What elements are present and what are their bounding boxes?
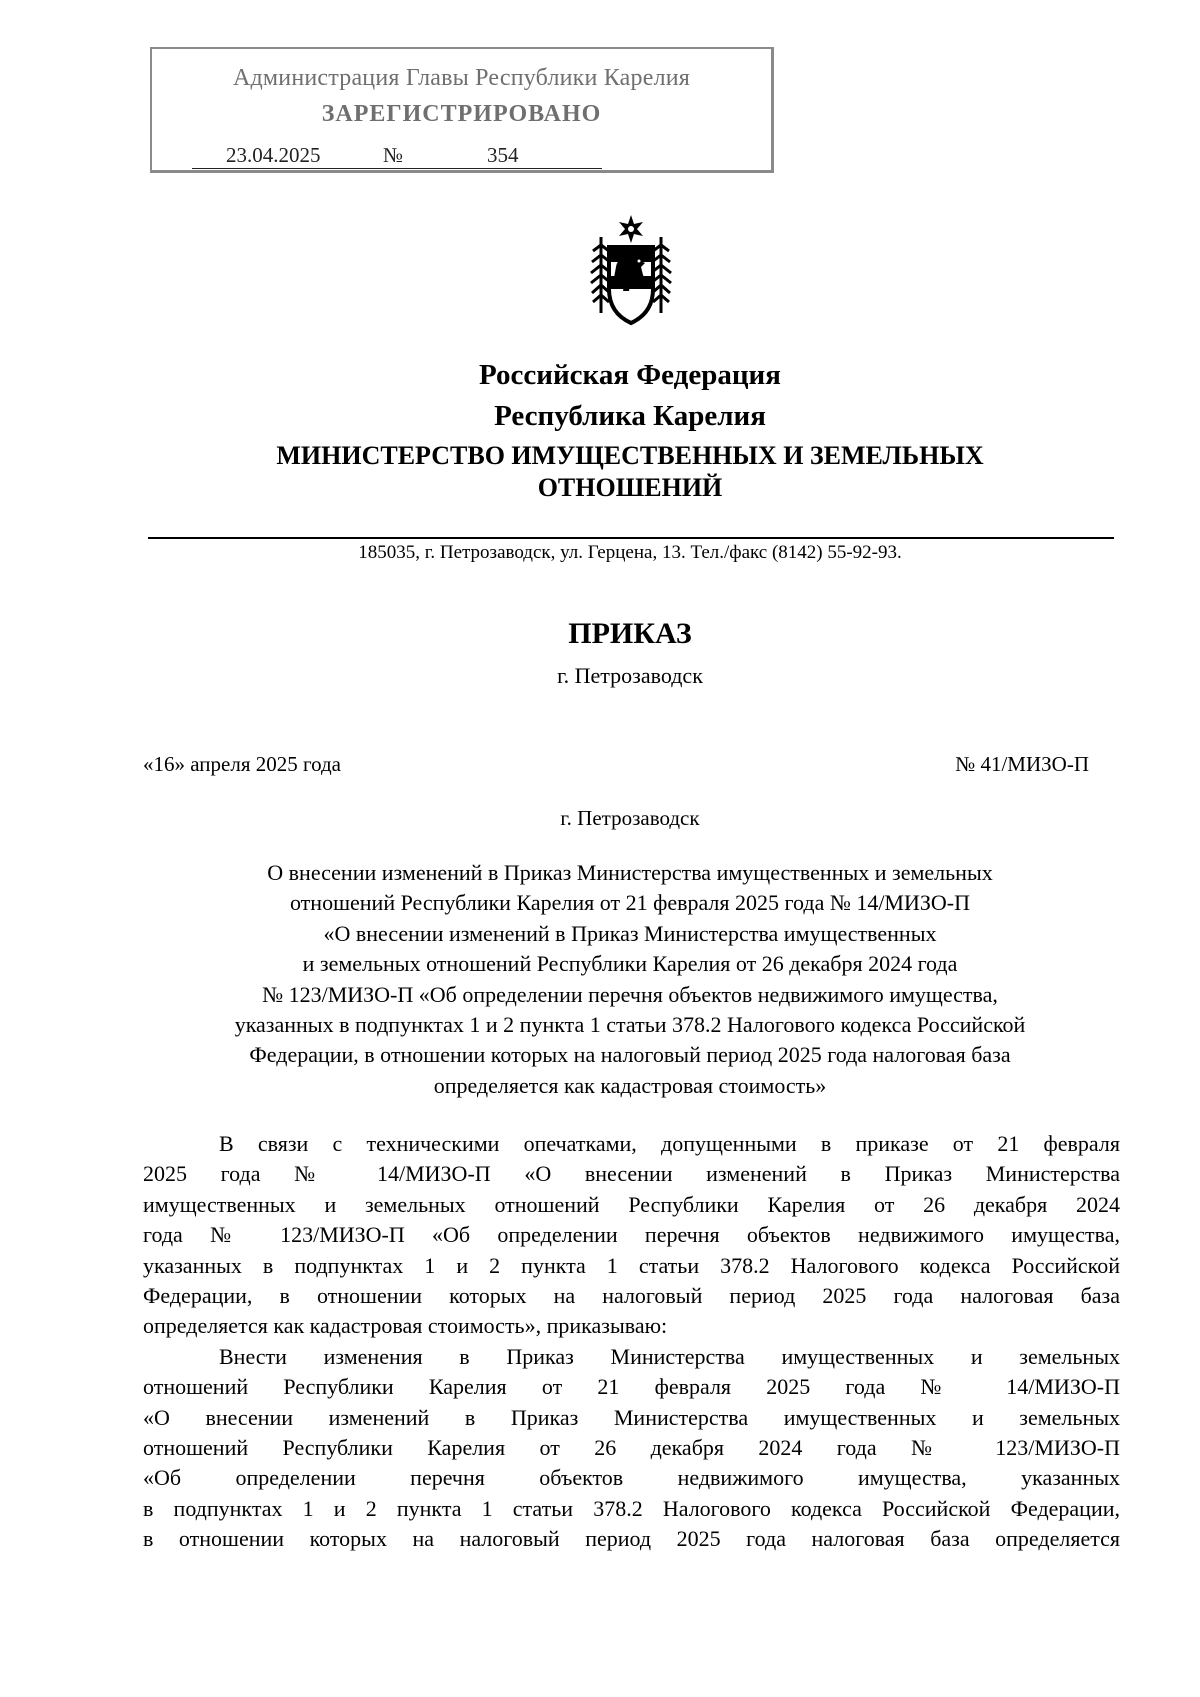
document-title: ПРИКАЗ	[568, 617, 692, 650]
body-line: отношений Республики Карелия от 21 февраля 2025 года № 14/МИЗО-П	[143, 1374, 1120, 1400]
body-line: «Об определении перечня объектов недвижимого имущества, указанных	[143, 1465, 1120, 1491]
stamp-registered-label: ЗАРЕГИСТРИРОВАНО	[321, 101, 602, 127]
ministry-heading-line1: МИНИСТЕРСТВО ИМУЩЕСТВЕННЫХ И ЗЕМЕЛЬНЫХ	[276, 441, 984, 470]
registration-stamp	[150, 47, 774, 173]
body-line: имущественных и земельных отношений Республики Карелия от 26 декабря 2024	[143, 1191, 1120, 1217]
stamp-issuer: Администрация Главы Республики Карелия	[232, 65, 691, 91]
body-line: В связи с техническими опечатками, допущенными в приказе от 21 февраля	[219, 1131, 1120, 1156]
issue-city: г. Петрозаводск	[557, 663, 703, 688]
stamp-number-sign: №	[379, 143, 407, 169]
order-subject	[140, 858, 1120, 1101]
country-heading: Российская Федерация	[479, 359, 781, 391]
subject-line: «О внесении изменений в Приказ Министерства имущественных	[323, 920, 937, 946]
body-line: определяется как кадастровая стоимость», приказываю:	[143, 1313, 668, 1339]
order-body	[143, 1129, 1120, 1555]
subject-line: указанных в подпунктах 1 и 2 пункта 1 статьи 378.2 Налогового кодекса Российской	[234, 1012, 1026, 1038]
stamp-number: 354	[407, 143, 602, 169]
order-date: «16» апреля 2025 года	[143, 752, 341, 776]
subject-line: № 123/МИЗО-П «Об определении перечня объектов недвижимого имущества,	[262, 981, 998, 1007]
body-line: в подпунктах 1 и 2 пункта 1 статьи 378.2 Налогового кодекса Российской Федерации,	[143, 1495, 1120, 1521]
body-line: в отношении которых на налоговый период 2025 года налоговая база определяется	[143, 1526, 1120, 1552]
ministry-address: 185035, г. Петрозаводск, ул. Герцена, 13. Тел./факс (8142) 55-92-93.	[358, 542, 902, 563]
republic-heading: Республика Карелия	[494, 400, 766, 432]
ministry-heading-line2: ОТНОШЕНИЙ	[537, 473, 723, 502]
order-number: № 41/МИЗО-П	[955, 752, 1089, 776]
subject-line: О внесении изменений в Приказ Министерства имущественных и земельных	[267, 860, 993, 885]
body-line: указанных в подпунктах 1 и 2 пункта 1 статьи 378.2 Налогового кодекса Российской	[143, 1252, 1120, 1278]
body-line: Федерации, в отношении которых на налоговый период 2025 года налоговая база	[143, 1283, 1120, 1309]
coat-of-arms-icon	[583, 215, 679, 328]
issue-city-secondary: г. Петрозаводск	[560, 806, 700, 830]
stamp-registration-row	[192, 143, 602, 169]
subject-line: и земельных отношений Республики Карелия от 26 декабря 2024 года	[302, 951, 958, 977]
body-line: «О внесении изменений в Приказ Министерства имущественных и земельных	[143, 1404, 1120, 1430]
body-line: 2025 года № 14/МИЗО-П «О внесении изменений в Приказ Министерства	[143, 1161, 1120, 1187]
subject-line: отношений Республики Карелия от 21 февраля 2025 года № 14/МИЗО-П	[289, 890, 971, 916]
body-line: года № 123/МИЗО-П «Об определении перечня объектов недвижимого имущества,	[143, 1222, 1120, 1248]
header-divider	[148, 537, 1114, 539]
body-line: Внести изменения в Приказ Министерства имущественных и земельных	[219, 1343, 1120, 1369]
subject-line: Федерации, в отношении которых на налоговый период 2025 года налоговая база	[249, 1042, 1011, 1068]
body-line: отношений Республики Карелия от 26 декабря 2024 года № 123/МИЗО-П	[143, 1435, 1120, 1461]
stamp-date: 23.04.2025	[192, 143, 379, 169]
subject-line: определяется как кадастровая стоимость»	[433, 1072, 827, 1098]
